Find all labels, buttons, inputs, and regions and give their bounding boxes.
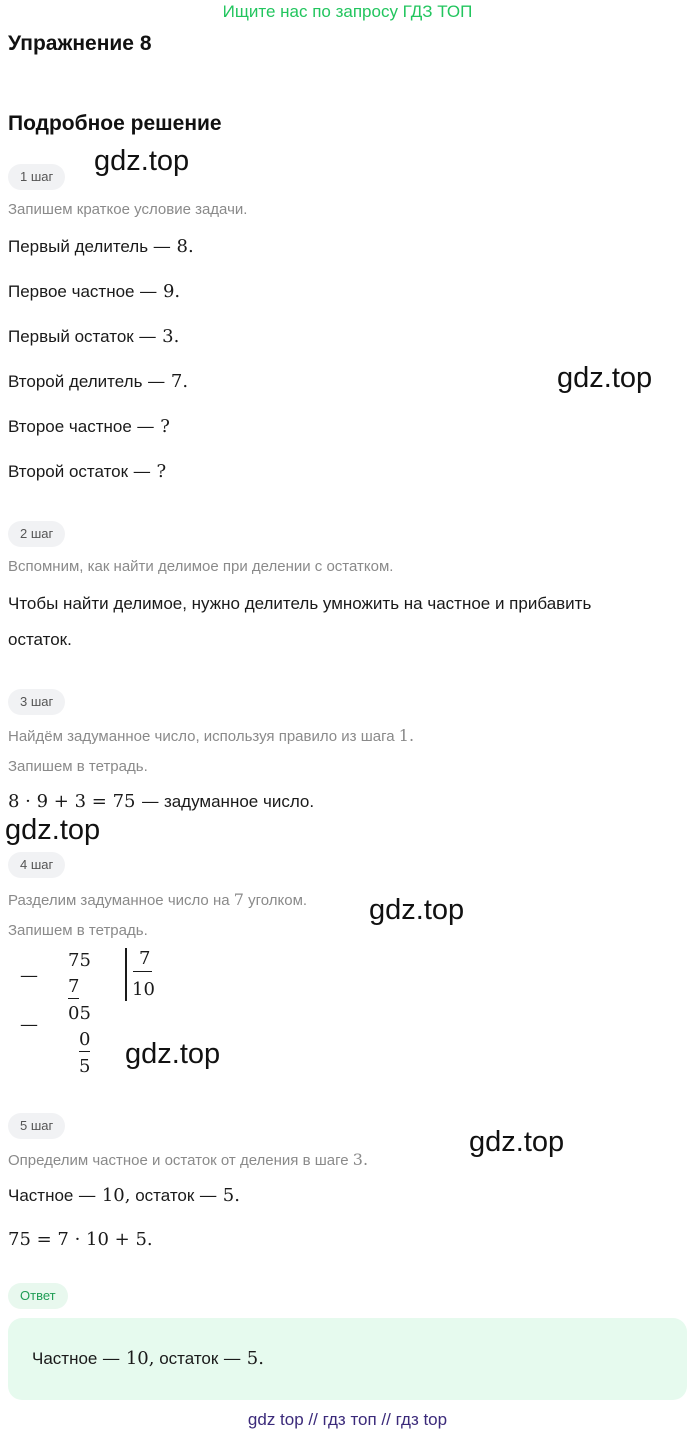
watermark: gdz.top [557,362,653,394]
step-2-hint: Вспомним, как найти делимое при делении с остатком. [8,558,394,575]
step-2-text: Чтобы найти делимое, нужно делитель умножить на частное и прибавить [8,594,592,613]
answer-text: Частное — 10, остаток — 5. [32,1348,264,1369]
minus-sign: — [20,1014,38,1035]
watermark: gdz.top [369,894,465,926]
step-1-line: Второе частное — ? [8,416,170,437]
step-1-line: Первое частное — 9. [8,281,181,302]
remainder: 5 [79,1056,91,1077]
subtrahend: 0 [79,1029,91,1050]
remainder-step: 05 [68,1003,91,1024]
step-1-line: Второй делитель — 7. [8,371,189,392]
divisor: 7 [133,948,152,972]
minus-sign: — [20,965,38,986]
answer-badge: Ответ [8,1283,68,1309]
division-bracket [125,948,127,1001]
dividend: 75 [68,950,91,971]
step-3-formula: 8 · 9 + 3 = 75 — задуманное число. [8,791,315,812]
watermark: gdz.top [94,145,190,177]
step-3-hint: Найдём задуманное число, используя правило из шага 1. [8,726,415,745]
search-banner: Ищите нас по запросу ГДЗ ТОП [222,2,473,21]
step-1-hint: Запишем краткое условие задачи. [8,201,248,218]
step-5-line: Частное — 10, остаток — 5. [8,1185,240,1206]
step-2-text: остаток. [8,630,72,649]
step-1-badge: 1 шаг [8,164,65,190]
step-4-badge: 4 шаг [8,852,65,878]
step-1-line: Второй остаток — ? [8,461,167,482]
step-3-hint-2: Запишем в тетрадь. [8,758,148,775]
watermark: gdz.top [5,814,101,846]
step-4-hint: Разделим задуманное число на 7 уголком. [8,890,308,909]
step-1-line: Первый остаток — 3. [8,326,180,347]
footer-links[interactable]: gdz top // гдз топ // гдз top [247,1410,448,1429]
watermark: gdz.top [469,1126,565,1158]
step-5-badge: 5 шаг [8,1113,65,1139]
step-5-formula: 75 = 7 · 10 + 5. [8,1229,153,1250]
step-5-hint: Определим частное и остаток от деления в шаге 3. [8,1150,369,1169]
subtrahend: 7 [68,976,80,997]
quotient: 10 [132,979,155,1000]
watermark: gdz.top [125,1038,221,1070]
step-4-hint-2: Запишем в тетрадь. [8,922,148,939]
page-title: Упражнение 8 [8,32,152,55]
step-1-line: Первый делитель — 8. [8,236,194,257]
step-3-badge: 3 шаг [8,689,65,715]
section-title: Подробное решение [8,112,222,135]
step-2-badge: 2 шаг [8,521,65,547]
